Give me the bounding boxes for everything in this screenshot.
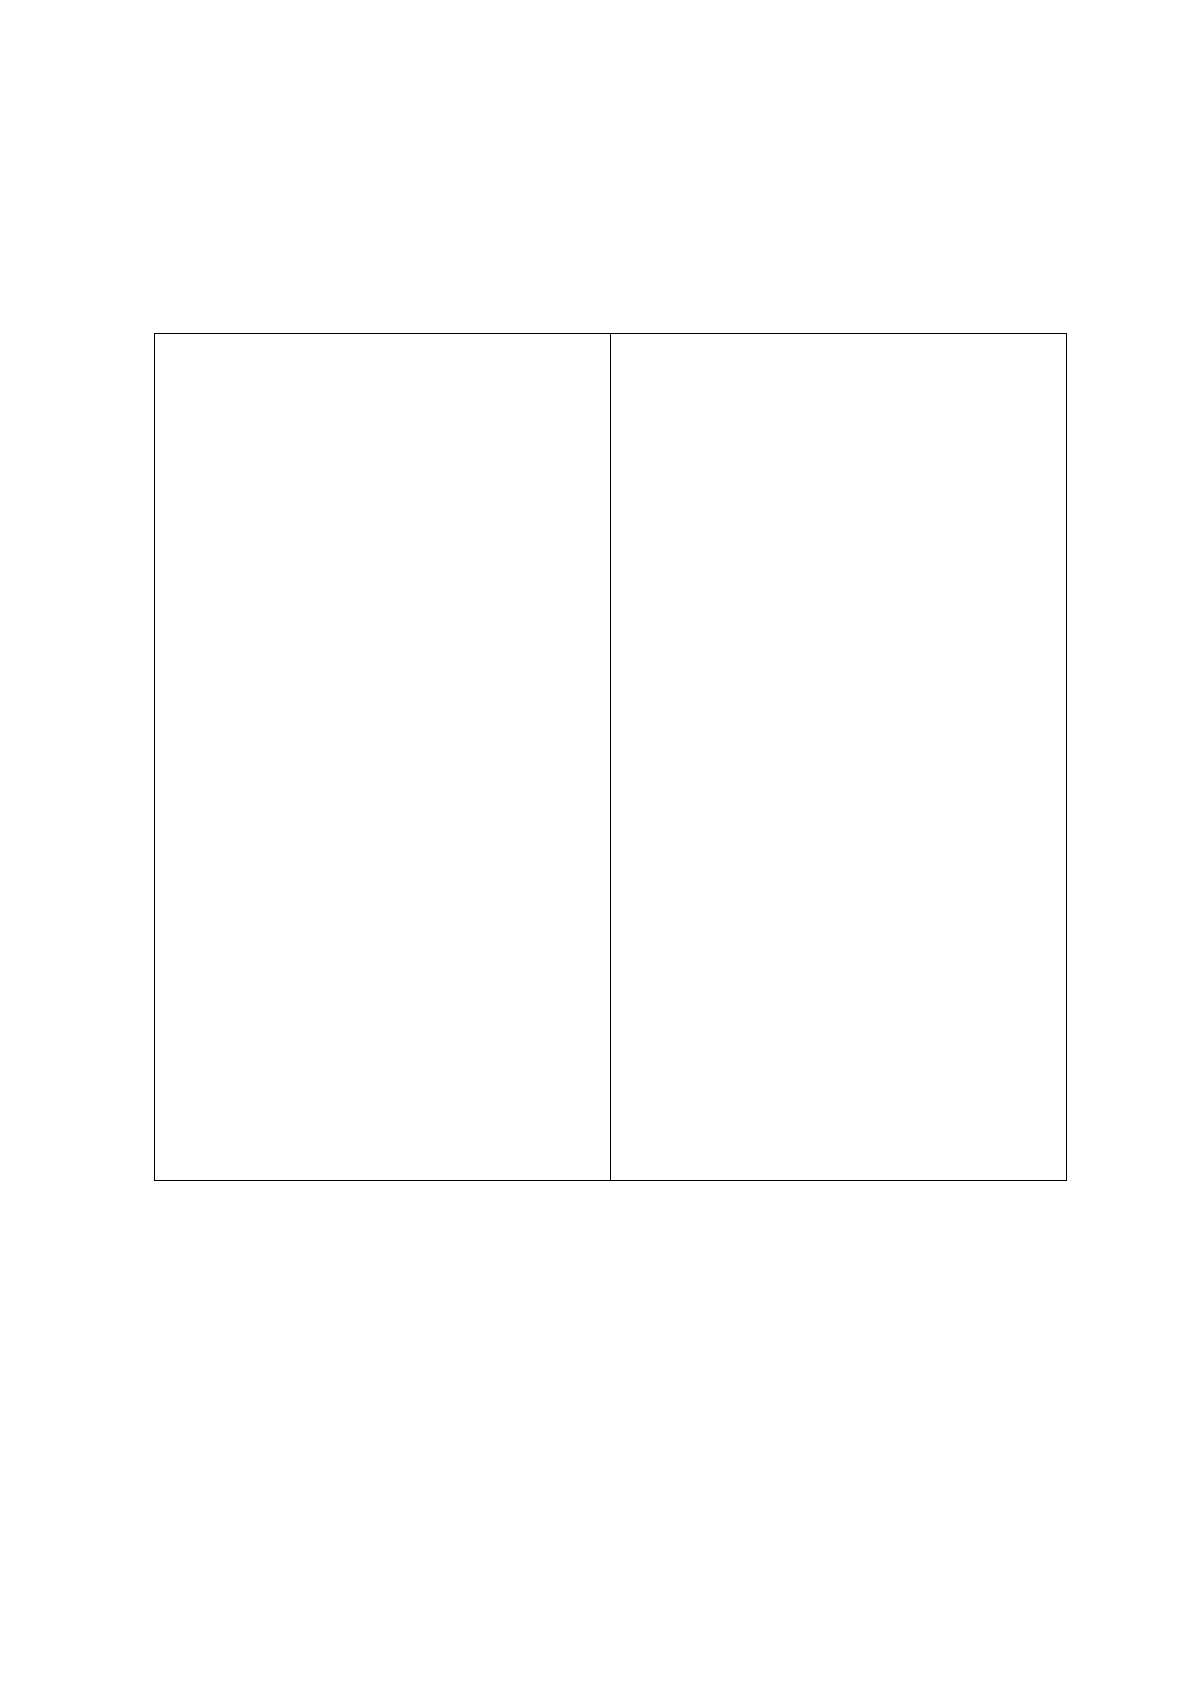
comparison-table bbox=[154, 333, 1067, 1181]
actions-column bbox=[155, 334, 611, 1181]
applications-column bbox=[611, 334, 1067, 1181]
